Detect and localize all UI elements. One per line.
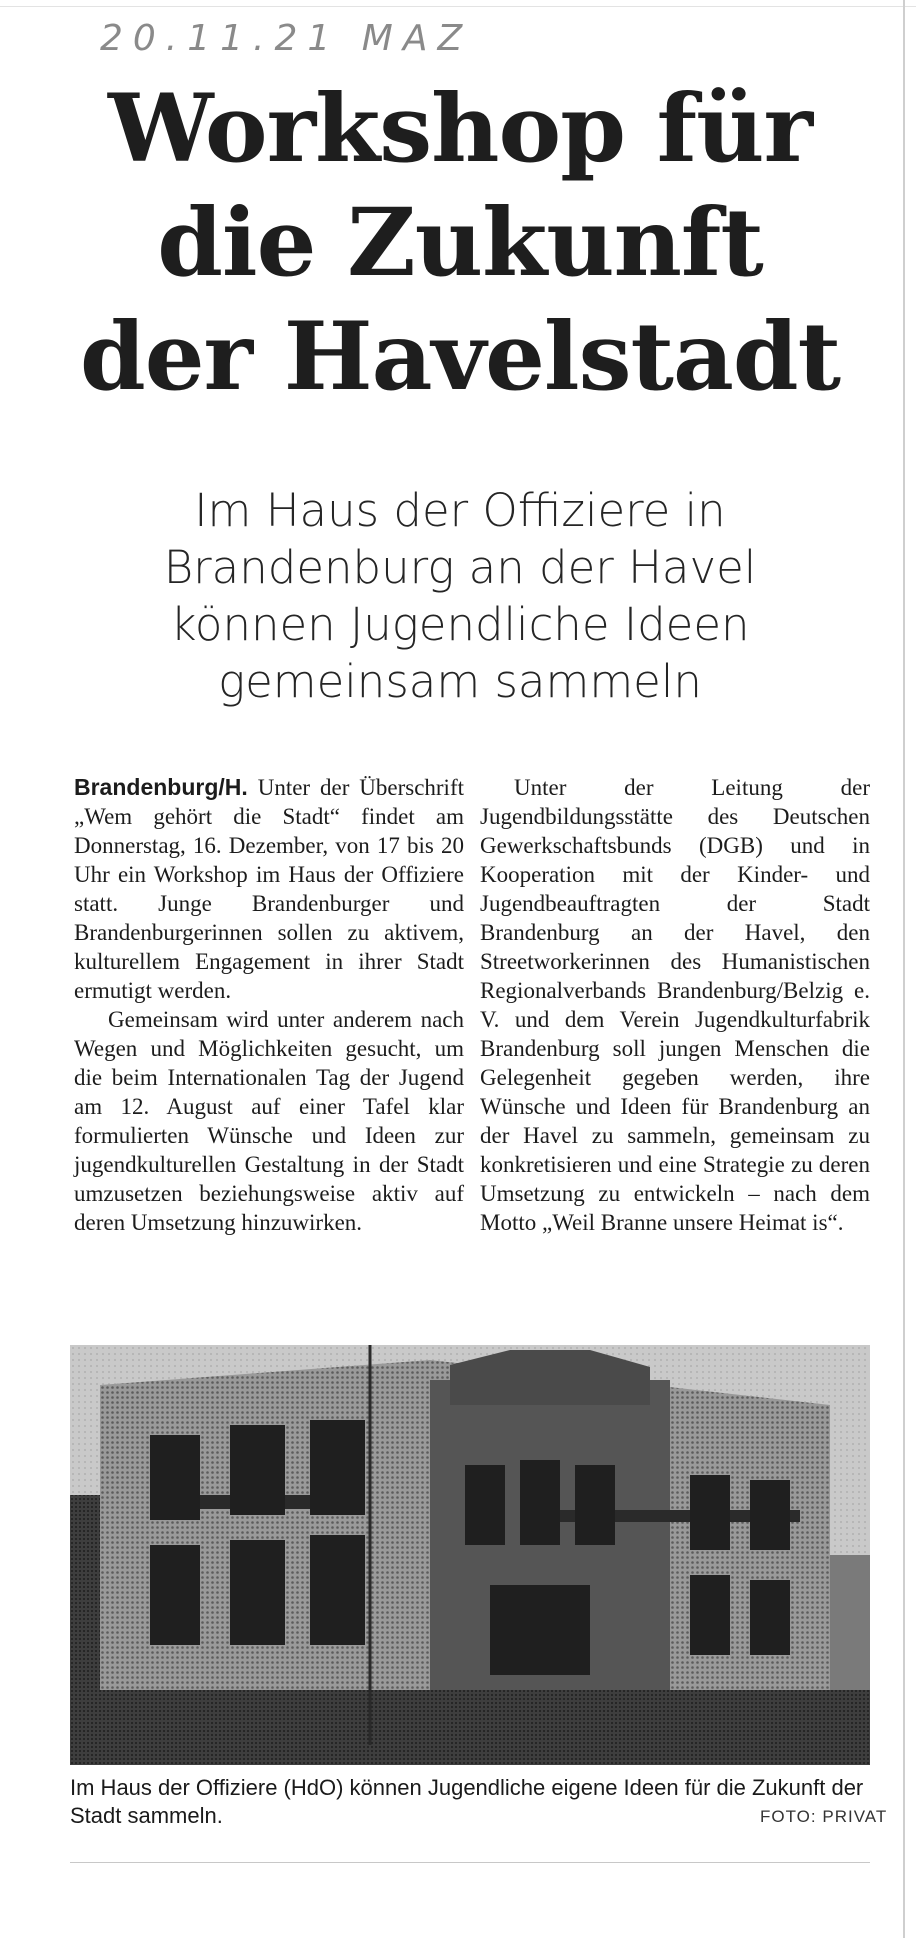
handwritten-note: 20.11.21 MAZ — [100, 18, 473, 59]
paragraph: Unter der Leitung der Jugendbildungsstätte des Deutschen Gewerkschaftsbunds (DGB) und in Kooperation mit der Kinder- und Jugendbeauftragten der Stadt Brandenburg an der Havel, den Streetworkerinnen des Humanistischen Regionalverbands Brandenburg/Belzig e. V. und dem Verein Jugendkulturfabrik Brandenburg soll jungen Menschen die Gelegenheit gegeben werden, ihre Wünsche und Ideen für Brandenburg an der Havel zu sammeln, gemeinsam zu konkretisieren und eine Strategie zu deren Umsetzung zu entwickeln – nach dem Motto „Weil Branne unsere Heimat is“. — [480, 775, 870, 1235]
article-column-left — [74, 773, 464, 1237]
subheadline-line: können Jugendliche Ideen — [170, 598, 750, 651]
subheadline-line: gemeinsam sammeln — [218, 655, 702, 708]
paragraph-text: Unter der Überschrift „Wem gehört die Stadt“ findet am Donnerstag, 16. Dezember, von 17 bis 20 Uhr ein Workshop im Haus der Offiziere statt. Junge Brandenburger und Brandenburgerinnen sollen zu aktivem, kulturellem Engagement in ihrer Stadt ermutigt werden. — [74, 775, 464, 1003]
scan-edge-top — [0, 6, 916, 7]
headline-line: Workshop für — [108, 74, 812, 184]
photo-credit: FOTO: PRIVAT — [760, 1807, 888, 1826]
headline-line: der Havelstadt — [79, 302, 841, 412]
subheadline-line: Brandenburg an der Havel — [163, 541, 757, 594]
headline — [60, 72, 860, 414]
paragraph — [74, 773, 464, 1005]
headline-line: die Zukunft — [157, 188, 763, 298]
photo-caption: Im Haus der Offiziere (HdO) können Jugendliche eigene Ideen für die Zukunft der Stadt sammeln. — [70, 1775, 864, 1828]
scan-edge-right — [903, 0, 905, 1938]
paragraph: Gemeinsam wird unter anderem nach Wegen und Möglichkeiten gesucht, um die beim Internationalen Tag der Jugend am 12. August auf einer Tafel klar formulierten Wünsche und Ideen zur jugendkulturellen Gestaltung in der Stadt umzusetzen beziehungsweise aktiv auf deren Umsetzung hinzuwirken. — [74, 1007, 464, 1235]
subheadline-line: Im Haus der Offiziere in — [194, 484, 726, 537]
subheadline — [120, 482, 800, 710]
article-column-right — [480, 773, 870, 1237]
bottom-rule — [70, 1862, 870, 1863]
dateline: Brandenburg/H. — [74, 774, 248, 800]
building-photo — [70, 1345, 870, 1765]
